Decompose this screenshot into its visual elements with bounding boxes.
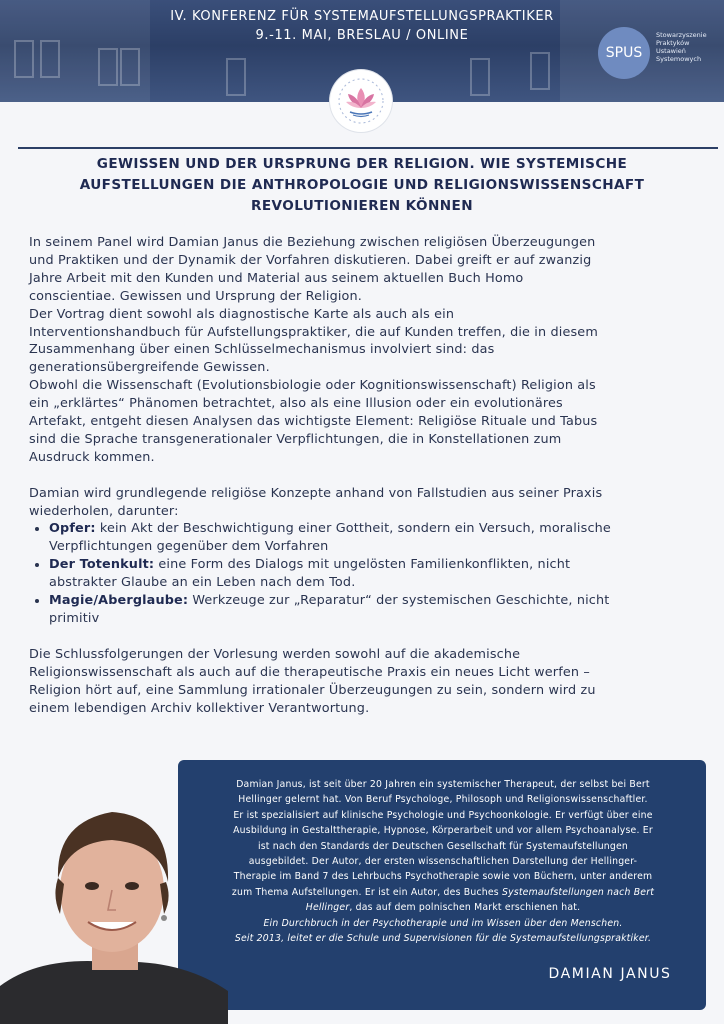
window-shape [530, 52, 550, 90]
list-item-label: Der Totenkult: [49, 557, 155, 573]
list-item [49, 592, 697, 628]
text-line: abstrakter Glaube an ein Leben nach dem Tod. [49, 575, 356, 591]
spus-org-name [656, 31, 707, 63]
window-shape [120, 48, 140, 86]
text-line: Werkzeuge zur „Reparatur“ der systemischen Geschichte, nicht [188, 593, 610, 609]
text-line: sind die Sprache transgenerationaler Verpflichtungen, die in Konstellationen zum [29, 431, 562, 447]
list-item [49, 556, 697, 592]
book-title: Hellinger [305, 902, 350, 914]
spus-org-line: Stowarzyszenie [656, 31, 707, 39]
title-line: GEWISSEN UND DER URSPRUNG DER RELIGION. WIE SYSTEMISCHE [96, 156, 628, 172]
bio-tagline: Seit 2013, leitet er die Schule und Supervisionen für die Systemaufstellungspraktiker. [234, 933, 652, 945]
spus-org-line: Ustawień [656, 47, 686, 55]
text-line: einem lebendigen Archiv kollektiver Verantwortung. [29, 700, 370, 716]
divider-line [18, 147, 718, 149]
text-line: Damian wird grundlegende religiöse Konzepte anhand von Fallstudien aus seiner Praxis [29, 485, 603, 501]
paragraph-conclusion [29, 646, 697, 718]
text-line: generationsübergreifende Gewissen. [29, 360, 270, 376]
list-item-label: Opfer: [49, 521, 96, 537]
text-line: Therapie im Band 7 des Lehrbuchs Psychotherapie sowie von Büchern, unter anderem [233, 871, 653, 883]
conference-name: IV. KONFERENZ FÜR SYSTEMAUFSTELLUNGSPRAKTIKER [170, 9, 554, 24]
bio-tagline: Ein Durchbruch in der Psychotherapie und im Wissen über den Menschen. [263, 917, 623, 929]
speaker-name: DAMIAN JANUS [548, 966, 672, 982]
text-line: conscientiae. Gewissen und Ursprung der Religion. [29, 288, 363, 304]
text-line: Zusammenhang über einen Schlüsselmechanismus involviert sind: das [29, 342, 495, 358]
text-line: ein „erklärtes“ Phänomen betrachtet, also als eine Illusion oder ein evolutionäres [29, 396, 563, 412]
text-line: Ausbildung in Gestalttherapie, Hypnose, Körperarbeit und vor allem Psychoanalyse. Er [233, 825, 653, 837]
speaker-bio [196, 777, 690, 946]
paragraph-intro [29, 234, 697, 467]
text-line: primitiv [49, 611, 100, 627]
text-line: wiederholen, darunter: [29, 503, 179, 519]
text-line: eine Form des Dialogs mit ungelösten Familienkonflikten, nicht [154, 557, 571, 573]
window-shape [226, 58, 246, 96]
list-item-label: Magie/Aberglaube: [49, 593, 189, 609]
text-line: Der Vortrag dient sowohl als diagnostische Karte als auch als ein [29, 306, 455, 322]
window-shape [98, 48, 118, 86]
window-shape [40, 40, 60, 78]
text-line: Religionswissenschaft als auch auf die therapeutische Praxis ein neues Licht werfen – [29, 664, 590, 680]
text-line: ausgebildet. Der Autor, der ersten wissenschaftlichen Darstellung der Hellinger- [248, 856, 638, 868]
lotus-icon [330, 70, 392, 132]
text-line: Er ist spezialisiert auf klinische Psychologie und Psychoonkologie. Er verfügt über eine [233, 809, 653, 821]
text-line: Verpflichtungen gegenüber dem Vorfahren [49, 539, 329, 555]
text-line: Die Schlussfolgerungen der Vorlesung werden sowohl auf die akademische [29, 646, 521, 662]
text-line: Artefakt, entgeht diesen Analysen das wichtigste Element: Religiöse Rituale und Tabus [29, 414, 598, 430]
text-line: Damian Janus, ist seit über 20 Jahren ein systemischer Therapeut, der selbst bei Bert [236, 779, 650, 790]
text-line: Jahre Arbeit mit den Kunden und Material aus seinem aktuellen Buch Homo [29, 270, 524, 286]
spus-org-line: Praktyków [656, 39, 690, 47]
spus-logo: SPUS [598, 27, 650, 79]
spus-org-line: Systemowych [656, 55, 702, 63]
title-line: AUFSTELLUNGEN DIE ANTHROPOLOGIE UND RELIGIONSWISSENSCHAFT [79, 177, 645, 193]
book-title: Systemaufstellungen nach Bert [501, 886, 655, 898]
abstract-body [29, 234, 697, 717]
text-line: Ausdruck kommen. [29, 449, 155, 465]
concept-list [29, 520, 697, 627]
text-line: Hellinger gelernt hat. Von Beruf Psychologe, Philosoph und Religionswissenschaftler. [238, 794, 648, 806]
text-line: und Praktiken und der Dynamik der Vorfahren diskutieren. Dabei greift er auf zwanzig [29, 252, 592, 268]
paragraph-concepts [29, 485, 697, 521]
text-line: ist nach den Standards der Deutschen Gesellschaft für Systemaufstellungen [257, 840, 629, 852]
window-shape [470, 58, 490, 96]
speaker-photo [0, 786, 228, 1024]
text-line: , das auf dem polnischen Markt erschienen hat. [349, 902, 581, 914]
text-line: In seinem Panel wird Damian Janus die Beziehung zwischen religiösen Überzeugungen [29, 235, 596, 250]
conference-date: 9.-11. MAI, BRESLAU / ONLINE [255, 28, 469, 43]
talk-title [40, 154, 684, 217]
title-line: REVOLUTIONIEREN KÖNNEN [251, 198, 473, 214]
lotus-logo [330, 70, 392, 132]
text-line: Interventionshandbuch für Aufstellungspraktiker, die auf Kunden treffen, die in diesem [29, 324, 598, 340]
window-shape [14, 40, 34, 78]
text-line: kein Akt der Beschwichtigung einer Gottheit, sondern ein Versuch, moralische [95, 521, 611, 537]
text-line: zum Thema Aufstellungen. Er ist ein Autor, des Buches [231, 886, 502, 898]
text-line: Obwohl die Wissenschaft (Evolutionsbiologie oder Kognitionswissenschaft) Religion als [29, 378, 596, 394]
text-line: Religion hört auf, eine Sammlung irrationaler Überzeugungen zu sein, sondern wird zu [29, 682, 596, 698]
list-item [49, 520, 697, 556]
